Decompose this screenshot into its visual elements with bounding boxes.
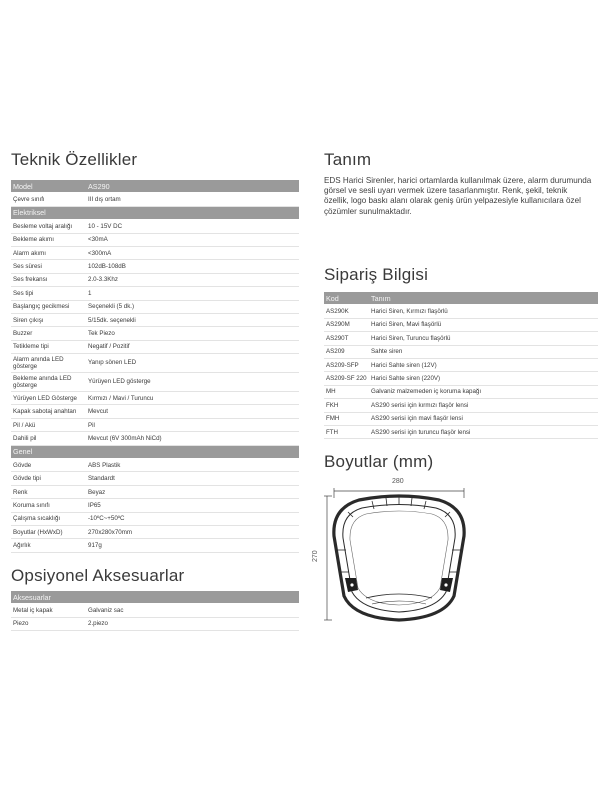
spec-row	[11, 525, 299, 538]
cell-label: AS290T	[324, 332, 369, 345]
spec-row	[11, 233, 299, 246]
cell-value: 5/15dk. seçenekli	[86, 313, 299, 326]
spec-table	[11, 180, 299, 553]
cell-label: Pil / Akü	[11, 418, 86, 431]
cell-value: Kırmızı / Mavi / Turuncu	[86, 392, 299, 405]
section-general	[11, 445, 299, 458]
cell-label: FTH	[324, 425, 369, 438]
spec-row	[11, 373, 299, 392]
cell-label: Dahili pil	[11, 432, 86, 445]
cell-value: Harici Sahte siren (12V)	[369, 358, 598, 371]
cell-label: Kod	[324, 292, 369, 305]
spec-row	[11, 485, 299, 498]
spec-row	[11, 432, 299, 445]
cell-label: Genel	[11, 445, 86, 458]
order-row	[324, 332, 598, 345]
spec-row	[11, 260, 299, 273]
cell-value: 270x280x70mm	[86, 525, 299, 538]
dimensions-title: Boyutlar (mm)	[324, 452, 434, 471]
order-row	[324, 345, 598, 358]
cell-label: Bekleme akımı	[11, 233, 86, 246]
spec-row	[11, 193, 299, 206]
cell-label: Ses frekansı	[11, 273, 86, 286]
spec-row	[11, 472, 299, 485]
cell-label: AS290M	[324, 318, 369, 331]
cell-value: Negatif / Pozitif	[86, 340, 299, 353]
cell-label: FKH	[324, 399, 369, 412]
cell-value: Yanıp sönen LED	[86, 354, 299, 373]
cell-label: Alarm akımı	[11, 246, 86, 259]
spec-row	[11, 354, 299, 373]
spec-row	[11, 459, 299, 472]
order-row	[324, 412, 598, 425]
cell-value: 917g	[86, 539, 299, 552]
description-title: Tanım	[324, 150, 372, 169]
cell-label: Gövde tipi	[11, 472, 86, 485]
height-dimension-label: 270	[312, 550, 319, 562]
cell-label: Kapak sabotaj anahtarı	[11, 405, 86, 418]
accessories-title: Opsiyonel Aksesuarlar	[11, 566, 185, 585]
cell-value: 10 - 15V DC	[86, 220, 299, 233]
cell-label: FMH	[324, 412, 369, 425]
accessories-table	[11, 591, 299, 631]
spec-row	[11, 539, 299, 552]
siren-outline	[334, 496, 464, 620]
cell-label: Buzzer	[11, 327, 86, 340]
cell-label: Çalışma sıcaklığı	[11, 512, 86, 525]
cell-label: AS209-SF 220	[324, 372, 369, 385]
order-row	[324, 399, 598, 412]
order-table	[324, 292, 598, 439]
spec-row	[11, 512, 299, 525]
screw-caps	[345, 578, 453, 592]
cell-value: <300mA	[86, 246, 299, 259]
cell-value	[86, 591, 299, 604]
order-header-row	[324, 292, 598, 305]
cell-label: Boyutlar (HxWxD)	[11, 525, 86, 538]
cell-value: 2.0-3.3Khz	[86, 273, 299, 286]
order-row	[324, 425, 598, 438]
cell-value: -10ºC~+50ºC	[86, 512, 299, 525]
order-row	[324, 305, 598, 318]
cell-value: Sahte siren	[369, 345, 598, 358]
order-row	[324, 385, 598, 398]
cell-label: Koruma sınıfı	[11, 499, 86, 512]
cell-value: 102dB-108dB	[86, 260, 299, 273]
section-electrical	[11, 206, 299, 219]
spec-row	[11, 392, 299, 405]
cell-label: Metal iç kapak	[11, 604, 86, 617]
cell-value: Harici Siren, Turuncu flaşörlü	[369, 332, 598, 345]
cell-value: AS290	[86, 180, 299, 193]
spec-header-row	[11, 180, 299, 193]
cell-value: Standardt	[86, 472, 299, 485]
cell-value: Harici Siren, Kırmızı flaşörlü	[369, 305, 598, 318]
cell-value: III dış ortam	[86, 193, 299, 206]
cell-label: Ağırlık	[11, 539, 86, 552]
cell-label: Tetikleme tipi	[11, 340, 86, 353]
cell-value: <30mA	[86, 233, 299, 246]
cell-label: Bekleme anında LED gösterge	[11, 373, 86, 392]
cell-label: Besleme voltaj aralığı	[11, 220, 86, 233]
cell-value	[86, 206, 299, 219]
height-dimension-line	[324, 496, 332, 620]
cell-label: AS290K	[324, 305, 369, 318]
cell-label: Renk	[11, 485, 86, 498]
spec-row	[11, 273, 299, 286]
cell-value: Pil	[86, 418, 299, 431]
accessory-row	[11, 604, 299, 617]
cell-value: Harici Siren, Mavi flaşörlü	[369, 318, 598, 331]
cell-label: AS209	[324, 345, 369, 358]
spec-row	[11, 418, 299, 431]
cell-value: ABS Plastik	[86, 459, 299, 472]
cell-label: Piezo	[11, 617, 86, 630]
cell-value: Tek Piezo	[86, 327, 299, 340]
cell-label: Yürüyen LED Gösterge	[11, 392, 86, 405]
siren-dimension-drawing	[314, 486, 474, 626]
cell-value: 2.piezo	[86, 617, 299, 630]
cell-label: Ses süresi	[11, 260, 86, 273]
order-row	[324, 372, 598, 385]
spec-row	[11, 340, 299, 353]
cell-value	[86, 445, 299, 458]
cell-value: Galvaniz sac	[86, 604, 299, 617]
width-dimension-label: 280	[392, 478, 404, 485]
cell-label: Elektriksel	[11, 206, 86, 219]
spec-row	[11, 220, 299, 233]
order-row	[324, 358, 598, 371]
cell-value: Seçenekli (5 dk.)	[86, 300, 299, 313]
cell-label: Siren çıkışı	[11, 313, 86, 326]
cell-value: Beyaz	[86, 485, 299, 498]
cell-value: 1	[86, 287, 299, 300]
cell-label: MH	[324, 385, 369, 398]
cell-label: Çevre sınıfı	[11, 193, 86, 206]
cell-value: Mevcut	[86, 405, 299, 418]
description-text: EDS Harici Sirenler, harici ortamlarda kullanılmak üzere, alarm durumunda görsel ve sesli uyarı vermek üzere tasarlanmıştır. Renk, şekil, teknik özellik, logo baskı alanı olarak geniş ürün yelpazesiyle kullanıcılara özel çözümler sunulmaktadır.	[324, 176, 592, 216]
cell-value: IP65	[86, 499, 299, 512]
cell-value: AS290 serisi için turuncu flaşör lensi	[369, 425, 598, 438]
cell-value: Harici Sahte siren (220V)	[369, 372, 598, 385]
spec-row	[11, 327, 299, 340]
accessories-header-row	[11, 591, 299, 604]
cell-label: Aksesuarlar	[11, 591, 86, 604]
spec-row	[11, 287, 299, 300]
cell-value: AS290 serisi için kırmızı flaşör lensi	[369, 399, 598, 412]
tech-specs-title: Teknik Özellikler	[11, 150, 138, 169]
cell-label: Gövde	[11, 459, 86, 472]
cell-label: AS209-SFP	[324, 358, 369, 371]
cell-label: Model	[11, 180, 86, 193]
accessory-row	[11, 617, 299, 630]
cell-value: Tanım	[369, 292, 598, 305]
spec-row	[11, 313, 299, 326]
cell-value: Galvaniz malzemeden iç koruma kapağı	[369, 385, 598, 398]
spec-row	[11, 300, 299, 313]
cell-label: Başlangıç gecikmesi	[11, 300, 86, 313]
cell-value: Mevcut (6V 300mAh NiCd)	[86, 432, 299, 445]
spec-row	[11, 499, 299, 512]
spec-row	[11, 246, 299, 259]
cell-value: Yürüyen LED gösterge	[86, 373, 299, 392]
order-info-title: Sipariş Bilgisi	[324, 265, 429, 284]
cell-value: AS290 serisi için mavi flaşör lensi	[369, 412, 598, 425]
cell-label: Ses tipi	[11, 287, 86, 300]
spec-row	[11, 405, 299, 418]
cell-label: Alarm anında LED gösterge	[11, 354, 86, 373]
order-row	[324, 318, 598, 331]
